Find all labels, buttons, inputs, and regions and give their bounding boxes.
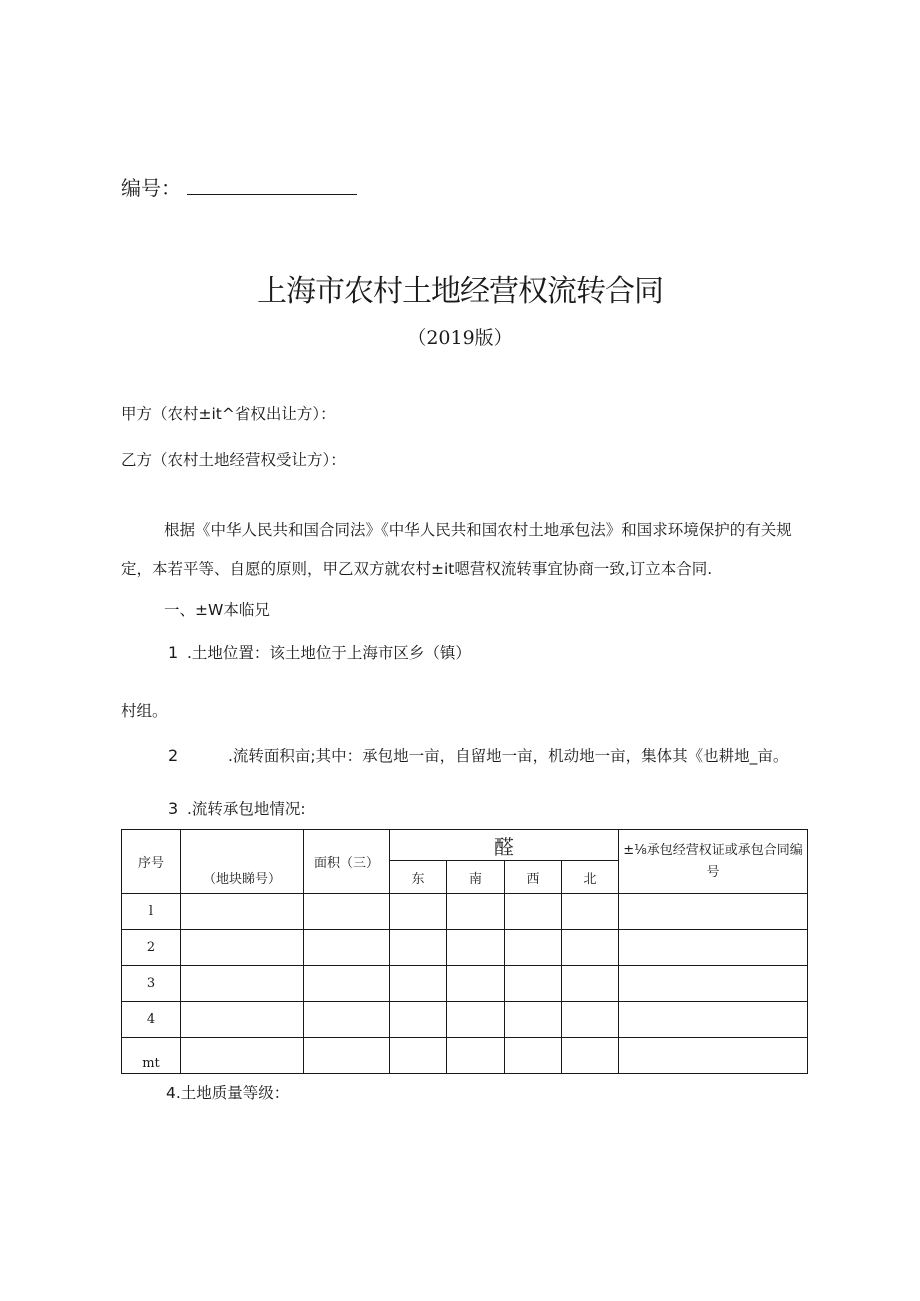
item-1-text: .土地位置：该土地位于上海市区乡（镇） <box>186 644 471 662</box>
table-cell[interactable] <box>304 1002 390 1038</box>
table-cell[interactable] <box>390 894 447 930</box>
land-info-table <box>121 829 808 1074</box>
item-3-text: .流转承包地情况: <box>186 800 306 818</box>
table-cell[interactable] <box>447 894 505 930</box>
header-boundary: 醛 <box>390 830 619 861</box>
table-cell[interactable] <box>447 966 505 1002</box>
document-title: 上海市农村土地经营权流转合同 <box>257 274 663 309</box>
table-cell[interactable] <box>619 894 808 930</box>
table-cell[interactable] <box>390 1002 447 1038</box>
table-cell[interactable] <box>181 966 304 1002</box>
table-cell[interactable] <box>562 966 619 1002</box>
table-row <box>122 894 808 930</box>
table-cell[interactable] <box>505 1038 562 1074</box>
header-certificate <box>619 830 808 894</box>
table-cell[interactable] <box>562 1002 619 1038</box>
table-cell[interactable] <box>390 1038 447 1074</box>
table-cell[interactable] <box>304 894 390 930</box>
table-cell[interactable] <box>181 1002 304 1038</box>
item-4-text: 4.土地质量等级： <box>166 1084 290 1102</box>
table-cell[interactable] <box>505 966 562 1002</box>
table-cell[interactable] <box>505 894 562 930</box>
table-cell[interactable] <box>562 894 619 930</box>
item-2-number: 2 <box>168 746 179 765</box>
table-cell[interactable] <box>619 966 808 1002</box>
table-cell[interactable] <box>562 1038 619 1074</box>
table-cell[interactable] <box>505 1002 562 1038</box>
header-east: 东 <box>390 861 447 894</box>
table-cell[interactable] <box>619 930 808 966</box>
serial-label: 编号： <box>121 176 181 200</box>
item-1-number: 1 <box>168 643 179 662</box>
table-cell[interactable] <box>304 1038 390 1074</box>
table-cell[interactable] <box>304 966 390 1002</box>
serial-blank-line[interactable] <box>187 192 357 195</box>
table-cell[interactable] <box>447 1038 505 1074</box>
header-north: 北 <box>562 861 619 894</box>
header-seq: 序号 <box>122 830 181 894</box>
preamble-line-2: 定，本若平等、自愿的原则，甲乙双方就农村±it嗯营权流转事宜协商一致,订立本合同. <box>121 560 713 578</box>
item-1-continuation: 村组。 <box>121 702 168 720</box>
table-cell[interactable] <box>390 930 447 966</box>
table-row <box>122 930 808 966</box>
header-certificate-line-2: 号 <box>706 864 720 880</box>
row-seq: 3 <box>122 966 181 1002</box>
table-cell[interactable] <box>619 1002 808 1038</box>
table-cell[interactable] <box>447 930 505 966</box>
item-3 <box>168 797 306 819</box>
table-cell[interactable] <box>505 930 562 966</box>
header-plot-name: （地块睇号） <box>181 830 304 894</box>
table-cell[interactable] <box>304 930 390 966</box>
table-row <box>122 1002 808 1038</box>
preamble-line-1: 根据《中华人民共和国合同法》《中华人民共和国农村土地承包法》和国求环境保护的有关规 <box>164 521 792 539</box>
table-cell[interactable] <box>390 966 447 1002</box>
table-cell[interactable] <box>619 1038 808 1074</box>
header-certificate-line-1: ±⅛承包经营权证或承包合同编 <box>623 842 803 858</box>
item-3-number: 3 <box>168 799 179 818</box>
table-cell[interactable] <box>447 1002 505 1038</box>
row-seq: 4 <box>122 1002 181 1038</box>
header-south: 南 <box>447 861 505 894</box>
header-west: 西 <box>505 861 562 894</box>
serial-number-field <box>121 172 357 201</box>
item-1 <box>168 641 471 663</box>
item-2-text: .流转面积亩;其中：承包地一亩，自留地一亩，机动地一亩，集体其《也耕地_亩。 <box>228 747 789 765</box>
header-area: 面积（三） <box>304 830 390 894</box>
party-a-line: 甲方（农村±it^省权出让方）： <box>121 405 336 423</box>
party-b-line: 乙方（农村土地经营权受让方）： <box>121 451 346 469</box>
document-version: （2019版） <box>407 327 513 349</box>
row-seq: mt <box>122 1038 181 1074</box>
table-cell[interactable] <box>562 930 619 966</box>
table-cell[interactable] <box>181 894 304 930</box>
table-cell[interactable] <box>181 1038 304 1074</box>
section-1-heading: 一、±W本临兄 <box>164 601 270 619</box>
row-seq: l <box>122 894 181 930</box>
row-seq: 2 <box>122 930 181 966</box>
table-row <box>122 1038 808 1074</box>
item-2 <box>168 744 788 766</box>
table-cell[interactable] <box>181 930 304 966</box>
table-row <box>122 966 808 1002</box>
